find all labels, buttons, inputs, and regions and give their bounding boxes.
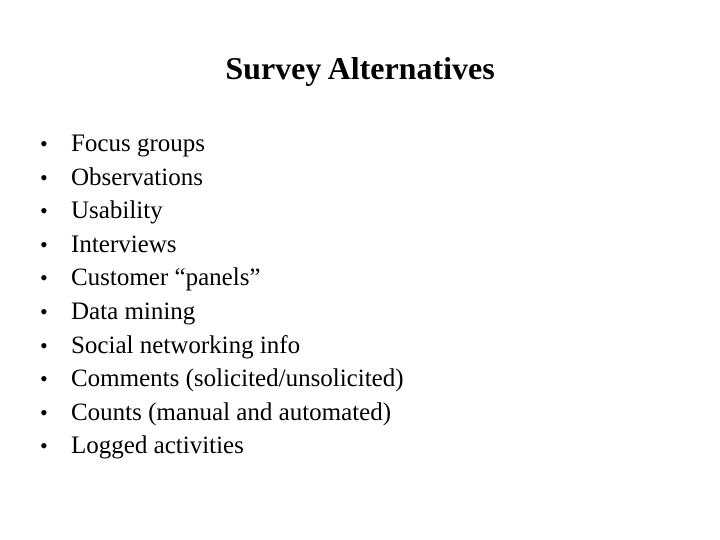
list-item-text: Social networking info: [71, 331, 301, 359]
bullet-icon: •: [40, 298, 48, 324]
bullet-icon: •: [40, 265, 48, 291]
bullet-icon: •: [40, 231, 48, 257]
list-item-text: Focus groups: [71, 130, 206, 157]
bullet-icon: •: [40, 131, 48, 156]
list-item-text: Interviews: [71, 230, 177, 258]
slide-title: Survey Alternatives: [225, 50, 495, 86]
bullet-icon: •: [40, 164, 48, 190]
list-item-text: Counts (manual and automated): [71, 398, 392, 426]
list-item-text: Usability: [71, 197, 163, 225]
bullet-icon: •: [40, 433, 48, 459]
list-item-text: Comments (solicited/unsolicited): [71, 365, 404, 393]
list-item-text: Customer “panels”: [71, 264, 261, 292]
bullet-icon: •: [40, 366, 48, 392]
list-item-text: Logged activities: [71, 432, 244, 460]
bullet-icon: •: [40, 332, 48, 358]
bullet-icon: •: [40, 399, 48, 425]
bullet-icon: •: [40, 198, 48, 224]
list-item-text: Observations: [71, 163, 203, 191]
list-item-text: Data mining: [71, 297, 196, 325]
